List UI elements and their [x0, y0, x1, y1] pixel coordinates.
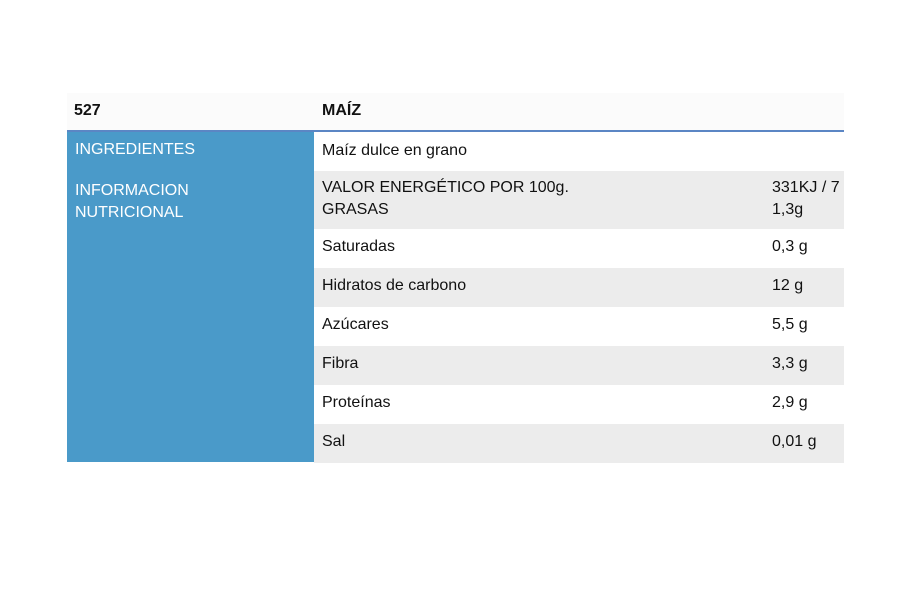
nutrient-row: [314, 424, 844, 463]
energy-row: [314, 171, 844, 229]
sheet-header: [67, 93, 844, 132]
nutrient-row: [314, 268, 844, 307]
nutrition-label-line2: NUTRICIONAL: [75, 204, 184, 221]
content-column: [314, 132, 844, 463]
product-name: MAÍZ: [322, 102, 362, 119]
nutrient-name: Azúcares: [322, 316, 389, 333]
fat-value: 1,3g: [772, 201, 804, 218]
nutrient-value: 3,3 g: [772, 355, 808, 372]
energy-value: 331KJ / 7: [772, 179, 840, 196]
energy-label: VALOR ENERGÉTICO POR 100g.: [322, 179, 569, 196]
ingredients-text: Maíz dulce en grano: [322, 142, 467, 159]
nutrient-value: 0,01 g: [772, 433, 817, 450]
nutrient-row: [314, 346, 844, 385]
product-code: 527: [74, 102, 101, 119]
nutrient-name: Fibra: [322, 355, 359, 372]
fat-label: GRASAS: [322, 201, 389, 218]
nutrient-value: 5,5 g: [772, 316, 808, 333]
nutrient-row: [314, 229, 844, 268]
nutrient-row: [314, 307, 844, 346]
nutrient-value: 2,9 g: [772, 394, 808, 411]
nutrition-label: [75, 180, 189, 224]
ingredients-label: INGREDIENTES: [75, 141, 196, 158]
nutrient-row: [314, 385, 844, 424]
nutrient-name: Sal: [322, 433, 346, 450]
nutrient-name: Proteínas: [322, 394, 391, 411]
energy-values: [772, 177, 840, 221]
nutrition-label-line1: INFORMACION: [75, 182, 189, 199]
product-sheet: [67, 93, 844, 463]
nutrient-name: Hidratos de carbono: [322, 277, 467, 294]
nutrient-value: 12 g: [772, 277, 804, 294]
nutrient-name: Saturadas: [322, 238, 395, 255]
nutrient-value: 0,3 g: [772, 238, 808, 255]
ingredients-row: [314, 132, 844, 171]
sheet-body: [67, 132, 844, 463]
energy-labels: [322, 177, 569, 221]
label-column: [67, 132, 314, 462]
